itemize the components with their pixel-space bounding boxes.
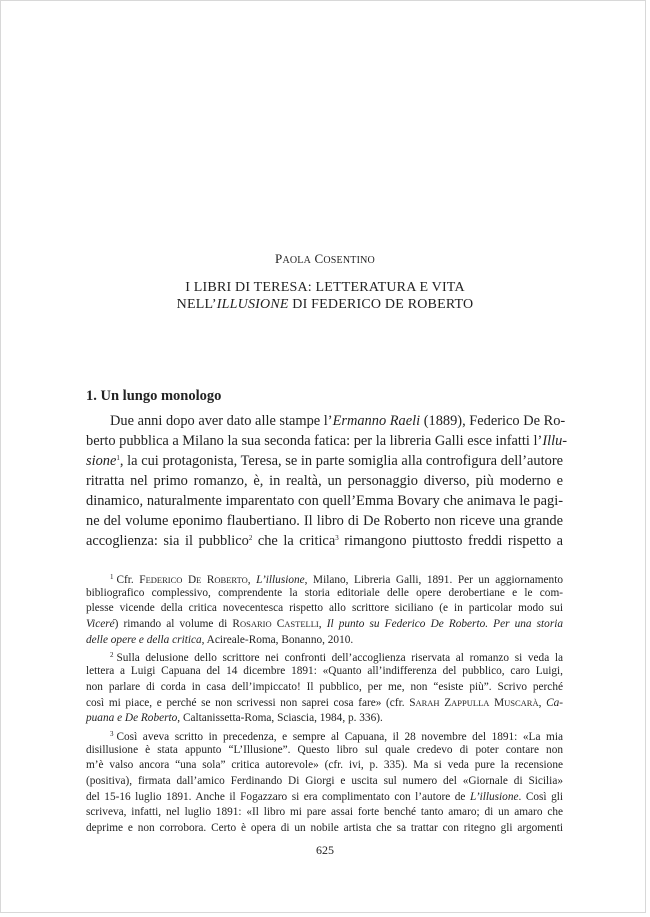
body-line: Due anni dopo aver dato alle stampe l’Ermanno Raeli (1889), Federico De Ro- [110, 413, 566, 429]
page-number: 625 [316, 843, 334, 857]
footnote-3-line: scriveva, infatti, nel luglio 1891: «Il libro mi pare assai forte benché tanto amaro; di un amaro che [86, 806, 563, 819]
body-line: sione$^1$, la cui protagonista, Teresa, se in parte somiglia alla controfigura dell’autore [86, 453, 563, 469]
footnote-2-line: non parlare di corda in casa dell’impiccato! Il pubblico, per me, non “esiste più”. Scrivo perché [86, 680, 563, 693]
body-line: berto pubblica a Milano la sua seconda fatica: per la libreria Galli esce infatti l’Illu- [86, 433, 568, 449]
footnote-ref: 1 [116, 454, 120, 462]
footnote-3-line: disillusione è stata appunto “L’Illusione”. Questo libro sul quale credevo di poter contare non [86, 743, 563, 756]
footnote-2-line: puana e De Roberto, Caltanissetta-Roma, Sciascia, 1984, p. 336). [86, 712, 383, 725]
body-paragraph [86, 411, 568, 551]
footnote-1-line: delle opere e della critica, Acireale-Roma, Bonanno, 2010. [86, 633, 354, 646]
section-heading: 1. Un lungo monologo [86, 388, 222, 404]
footnote-1-line: $^1$ Cfr. FEDERICO DE ROBERTO, L’illusione, Milano, Libreria Galli, 1891. Per un aggiornamento [110, 573, 563, 586]
footnote-3-line: (positiva), firmata dall’amico Ferdinando Di Giorgi e uscita sul numero del «Giornale di Sicilia» [86, 774, 563, 787]
body-line: dinamico, naturalmente imparentato con quell’Emma Bovary che animava le pagi- [86, 493, 563, 509]
footnote-2-line: lettera a Luigi Capuana del 14 dicembre 1891: «Quanto all’indifferenza del pubblico, caro Luigi, [86, 665, 563, 678]
footnote-3-line: $^3$ Così aveva scritto in precedenza, e sempre al Capuana, il 28 novembre del 1891: «La mia [110, 729, 563, 743]
body-line: ne del volume eponimo flaubertiano. Il libro di De Roberto non riceve una grande [86, 513, 563, 529]
footnote-2-line: $^2$ Sulla delusione dello scrittore nei confronti dell’accoglienza riservata al romanzo si veda la [110, 651, 563, 665]
footnote-1-line: Viceré) rimando al volume di ROSARIO CASTELLI, Il punto su Federico De Roberto. Per una storia [86, 618, 564, 631]
footnote-1-line: plesse vicende della critica novecentesca rispetto allo scrittore siciliano (e in particolar modo sui [86, 602, 563, 615]
article-title [0, 279, 650, 313]
author-name: PAOLA COSENTINO [275, 251, 375, 266]
body-line: accoglienza: sia il pubblico$^2$ che la critica$^3$ rimangono piuttosto freddi rispetto a [86, 533, 563, 549]
footnote-3-line: m’è valso ancora “una sola” critica autorevole» (cfr. ivi, p. 335). Ma si veda pure la recensione [86, 759, 563, 772]
title-line-1: I LIBRI DI TERESA: LETTERATURA E VITA [185, 280, 465, 295]
footnote-3-line: deprime e non corrobora. Certo è opera di un nobile artista che sa trattar con ritegno gli argomenti [86, 822, 563, 834]
footnote-2-line: così mi piace, e perché se non scrivessi non saprei cosa fare» (cfr. SARAH ZAPPULLA MUSCARÀ, Ca- [86, 696, 564, 709]
title-line-2: NELL’ILLUSIONE DI FEDERICO DE ROBERTO [176, 297, 474, 312]
body-line: ritratta nel primo romanzo, è, in realtà, un personaggio diverso, più moderno e [86, 473, 563, 489]
footnote-ref: 3 [335, 534, 339, 542]
footnotes [86, 570, 563, 837]
footnote-ref: 2 [248, 534, 253, 542]
footnote-1-line: bibliografico complessivo, comprendente la storia editoriale delle opere derobertiane e le com- [86, 586, 563, 599]
footnote-3-line: del 15-16 luglio 1891. Anche il Fogazzaro si era complimentato con l’autore de L’illusione. Così gli [86, 790, 563, 803]
